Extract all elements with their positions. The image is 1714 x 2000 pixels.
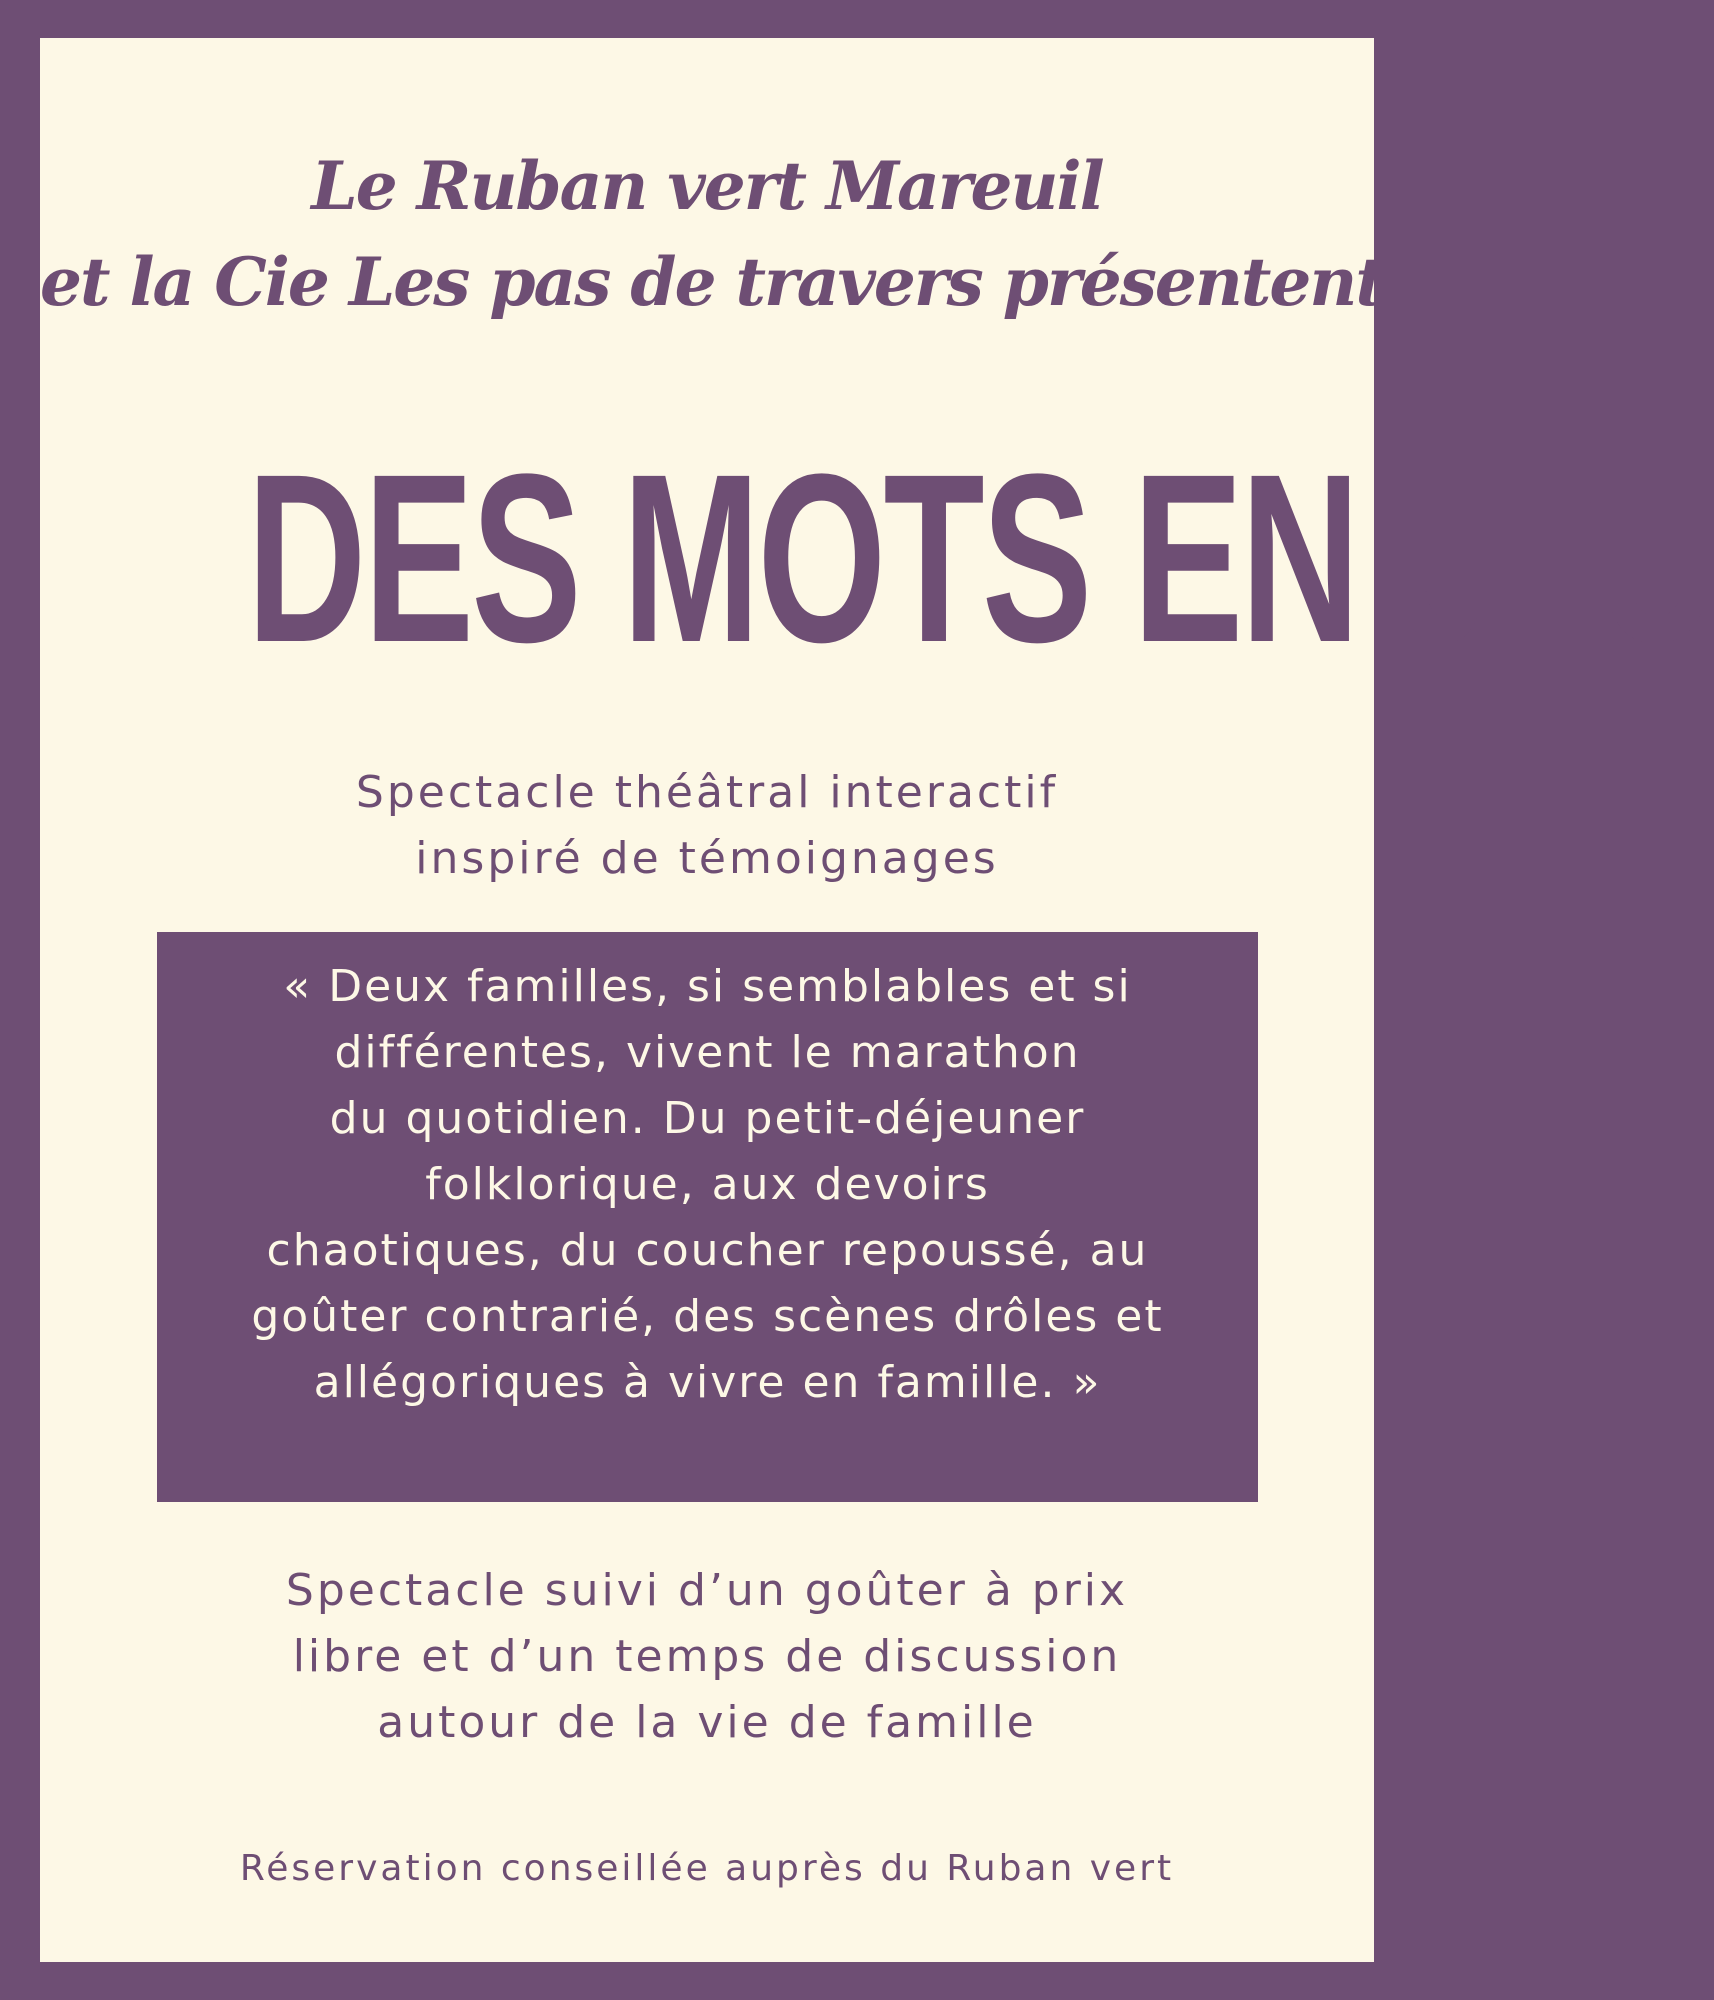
poster: [40, 38, 1714, 1962]
presenters-heading: [40, 138, 1384, 330]
quote-line: du quotidien. Du petit-déjeuner: [329, 1093, 1086, 1144]
subtitle-line-2: inspiré de témoignages: [415, 833, 999, 884]
followup-line: Spectacle suivi d’un goûter à prix: [285, 1565, 1129, 1616]
presenters-line-1: Le Ruban vert Mareuil: [311, 147, 1103, 225]
reservation-note: Réservation conseillée auprès du Ruban vert: [239, 1848, 1175, 1889]
presenters-line-2: et la Cie Les pas de travers présentent: [40, 243, 1384, 321]
show-subtitle: [40, 760, 1374, 892]
quote-line: allégoriques à vivre en famille. »: [313, 1357, 1102, 1408]
followup-line: libre et d’un temps de discussion: [292, 1631, 1122, 1682]
quote-line: « Deux familles, si semblables et si: [283, 961, 1132, 1012]
quote-line: goûter contrarié, des scènes drôles et: [251, 1291, 1164, 1342]
quote-line: différentes, vivent le marathon: [334, 1027, 1081, 1078]
show-title: DES MOTS EN JEU: [246, 424, 1714, 692]
synopsis-box: [157, 932, 1258, 1502]
quote-line: chaotiques, du coucher repoussé, au: [266, 1225, 1149, 1276]
subtitle-line-1: Spectacle théâtral interactif: [355, 767, 1059, 818]
followup-line: autour de la vie de famille: [377, 1697, 1037, 1748]
quote-line: folklorique, aux devoirs: [425, 1159, 990, 1210]
synopsis-quote: [157, 954, 1258, 1416]
followup-text: [40, 1558, 1374, 1756]
